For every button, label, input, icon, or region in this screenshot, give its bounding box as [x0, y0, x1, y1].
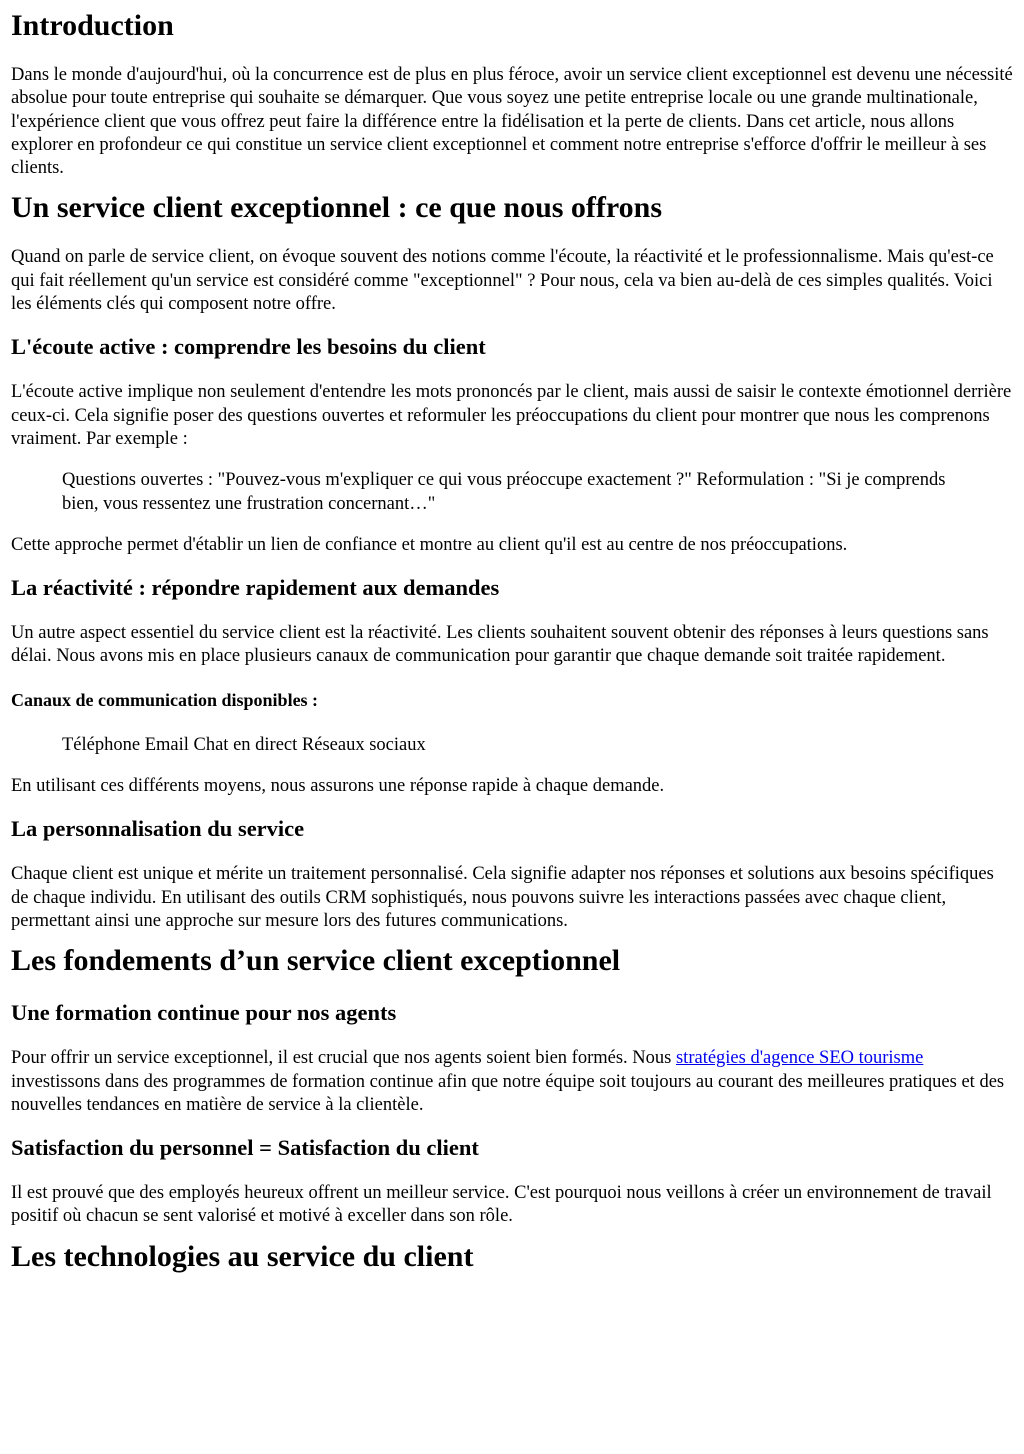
quote-listening-examples: Questions ouvertes : "Pouvez-vous m'expliquer ce qui vous préoccupe exactement ?" Reformulation : "Si je comprends bien, vous ressentez une frustration concernant…" — [62, 470, 946, 514]
heading-active-listening: L'écoute active : comprendre les besoins du client — [11, 334, 486, 360]
paragraph-introduction: Dans le monde d'aujourd'hui, où la concurrence est de plus en plus féroce, avoir un service client exceptionnel est devenu une nécessité absolue pour toute entreprise qui souhaite se démarquer. Que vous soyez une petite entreprise locale ou une grande multinationale, l'expérience client que vous offrez peut faire la différence entre la fidélisation et la perte de clients. Dans cet article, nous allons explorer en profondeur ce qui constitue un service client exceptionnel et comment notre entreprise s'efforce d'offrir le meilleur à ses clients. — [11, 65, 1013, 179]
article — [0, 8, 1024, 1275]
heading-reactivity: La réactivité : répondre rapidement aux demandes — [11, 575, 500, 601]
paragraph-offer: Quand on parle de service client, on évoque souvent des notions comme l'écoute, la réactivité et le professionnalisme. Mais qu'est-ce qui fait réellement qu'un service est considéré comme "exceptionnel" ? Pour nous, cela va bien au-delà de ces simples qualités. Voici les éléments clés qui composent notre offre. — [11, 247, 994, 315]
heading-foundations: Les fondements d’un service client exceptionnel — [11, 944, 621, 978]
paragraph-active-listening: L'écoute active implique non seulement d'entendre les mots prononcés par le client, mais aussi de saisir le contexte émotionnel derrière ceux-ci. Cela signifie poser des questions ouvertes et reformuler les préoccupations du client pour montrer que nous les comprenons vraiment. Par exemple : — [11, 382, 1012, 449]
heading-technologies: Les technologies au service du client — [11, 1239, 474, 1273]
heading-staff-satisfaction: Satisfaction du personnel = Satisfaction du client — [11, 1135, 479, 1161]
heading-channels: Canaux de communication disponibles : — [11, 689, 319, 710]
heading-offer: Un service client exceptionnel : ce que nous offrons — [11, 191, 663, 225]
paragraph-training — [11, 1047, 1015, 1117]
heading-personalisation: La personnalisation du service — [11, 816, 305, 842]
heading-training: Une formation continue pour nos agents — [11, 1000, 397, 1026]
paragraph-training-start: Pour offrir un service exceptionnel, il est crucial que nos agents soient bien formés. Nous — [11, 1048, 676, 1069]
link-seo-tourism[interactable]: stratégies d'agence SEO tourisme — [675, 1048, 924, 1069]
paragraph-listening-after: Cette approche permet d'établir un lien de confiance et montre au client qu'il est au centre de nos préoccupations. — [11, 534, 848, 555]
heading-introduction: Introduction — [11, 9, 174, 42]
paragraph-channels-after: En utilisant ces différents moyens, nous assurons une réponse rapide à chaque demande. — [11, 776, 665, 797]
paragraph-staff-satisfaction: Il est prouvé que des employés heureux offrent un meilleur service. C'est pourquoi nous veillons à créer un environnement de travail positif où chacun se sent valorisé et motivé à exceller dans son rôle. — [11, 1183, 992, 1227]
quote-channels: Téléphone Email Chat en direct Réseaux sociaux — [62, 734, 426, 755]
paragraph-personalisation: Chaque client est unique et mérite un traitement personnalisé. Cela signifie adapter nos réponses et solutions aux besoins spécifiques de chaque individu. En utilisant des outils CRM sophistiqués, nous pouvons suivre les interactions passées avec chaque client, permettant ainsi une approche sur mesure lors des futures communications. — [11, 864, 994, 931]
paragraph-training-end: investissons dans des programmes de formation continue afin que notre équipe soit toujours au courant des meilleures pratiques et des nouvelles tendances en matière de service à la clientèle. — [11, 1071, 1005, 1115]
paragraph-reactivity: Un autre aspect essentiel du service client est la réactivité. Les clients souhaitent souvent obtenir des réponses à leurs questions sans délai. Nous avons mis en place plusieurs canaux de communication pour garantir que chaque demande soit traitée rapidement. — [11, 623, 989, 667]
